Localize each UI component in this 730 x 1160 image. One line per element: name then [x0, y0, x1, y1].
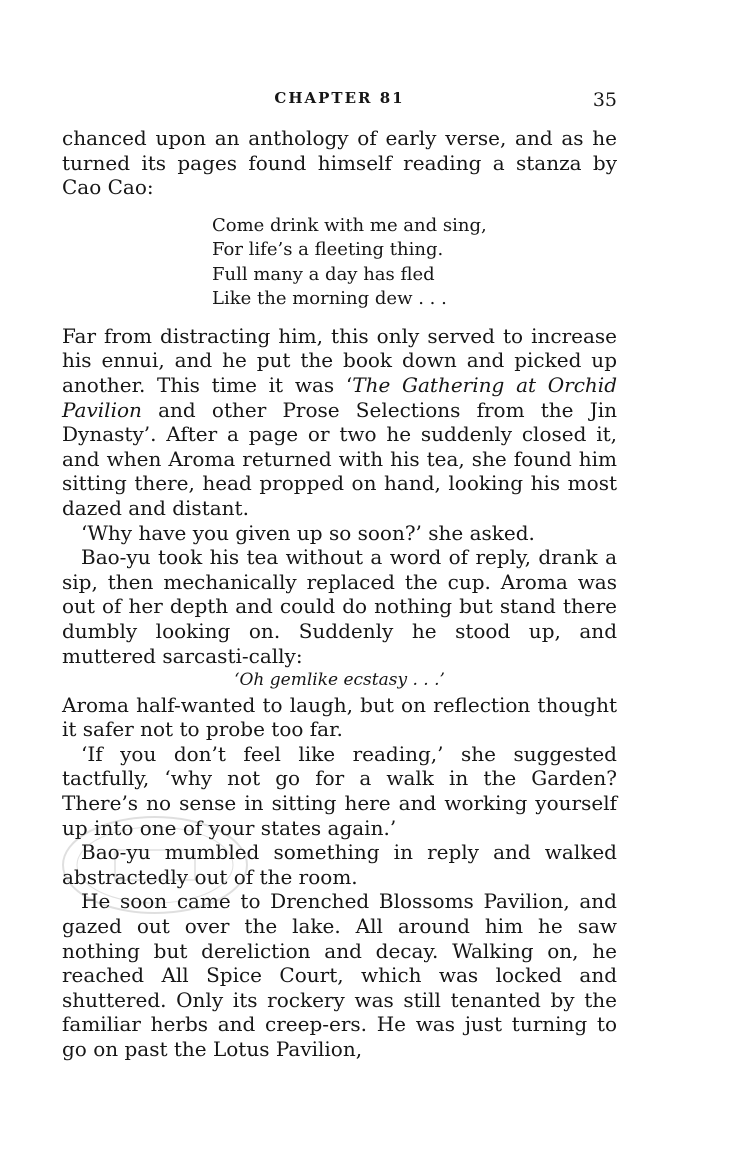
paragraph: chanced upon an anthology of early verse, and as he turned its pages found himself reading a stanza by Cao Cao: [62, 126, 617, 200]
verse-line: For life’s a fleeting thing. [212, 239, 444, 261]
paragraph: ‘If you don’t feel like reading,’ she suggested tactfully, ‘why not go for a walk in the Garden? There’s no sense in sitting here and working yourself up into one of your states again.’ [62, 741, 617, 840]
verse-line: Full many a day has fled [212, 263, 435, 285]
verse-line: Like the morning dew . . . [212, 288, 447, 310]
paragraph: Bao-yu took his tea without a word of reply, drank a sip, then mechanically replaced the cup. Aroma was out of her depth and could do nothing but stand there dumbly looking on. Suddenly he stood up, and muttered sarcasti-cally: [62, 545, 617, 668]
paragraph [62, 324, 617, 521]
quoted-line: ‘Oh gemlike ecstasy . . .’ [234, 670, 445, 691]
page-number: 35 [592, 89, 617, 111]
paragraph-text: Far from distracting him, this only served to increase his ennui, and he put the book down and picked up another. This time it was ‘ [62, 323, 617, 397]
chapter-title: CHAPTER 81 [274, 89, 405, 107]
paragraph: He soon came to Drenched Blossoms Pavilion, and gazed out over the lake. All around him he saw nothing but dereliction and decay. Walking on, he reached All Spice Court, which was locked and shuttered. Only its rockery was still tenanted by the familiar herbs and creep-ers. He was just turning to go on past the Lotus Pavilion, [62, 889, 617, 1061]
book-title: The Gathering at Orchid Pavilion [62, 372, 617, 422]
paragraph-text: and other Prose Selections from the Jin Dynasty’. After a page or two he suddenly closed it, and when Aroma returned with his tea, she found him sitting there, head propped on hand, looking his most dazed and distant. [62, 397, 617, 520]
verse-stanza [212, 214, 617, 312]
body-text [62, 126, 617, 1062]
running-head [62, 89, 617, 113]
paragraph: ‘Why have you given up so soon?’ she asked. [81, 520, 535, 545]
paragraph: Aroma half-wanted to laugh, but on reflection thought it safer not to probe too far. [62, 692, 617, 742]
paragraph: Bao-yu mumbled something in reply and walked abstractedly out of the room. [62, 840, 617, 889]
verse-line: Come drink with me and sing, [212, 214, 487, 236]
